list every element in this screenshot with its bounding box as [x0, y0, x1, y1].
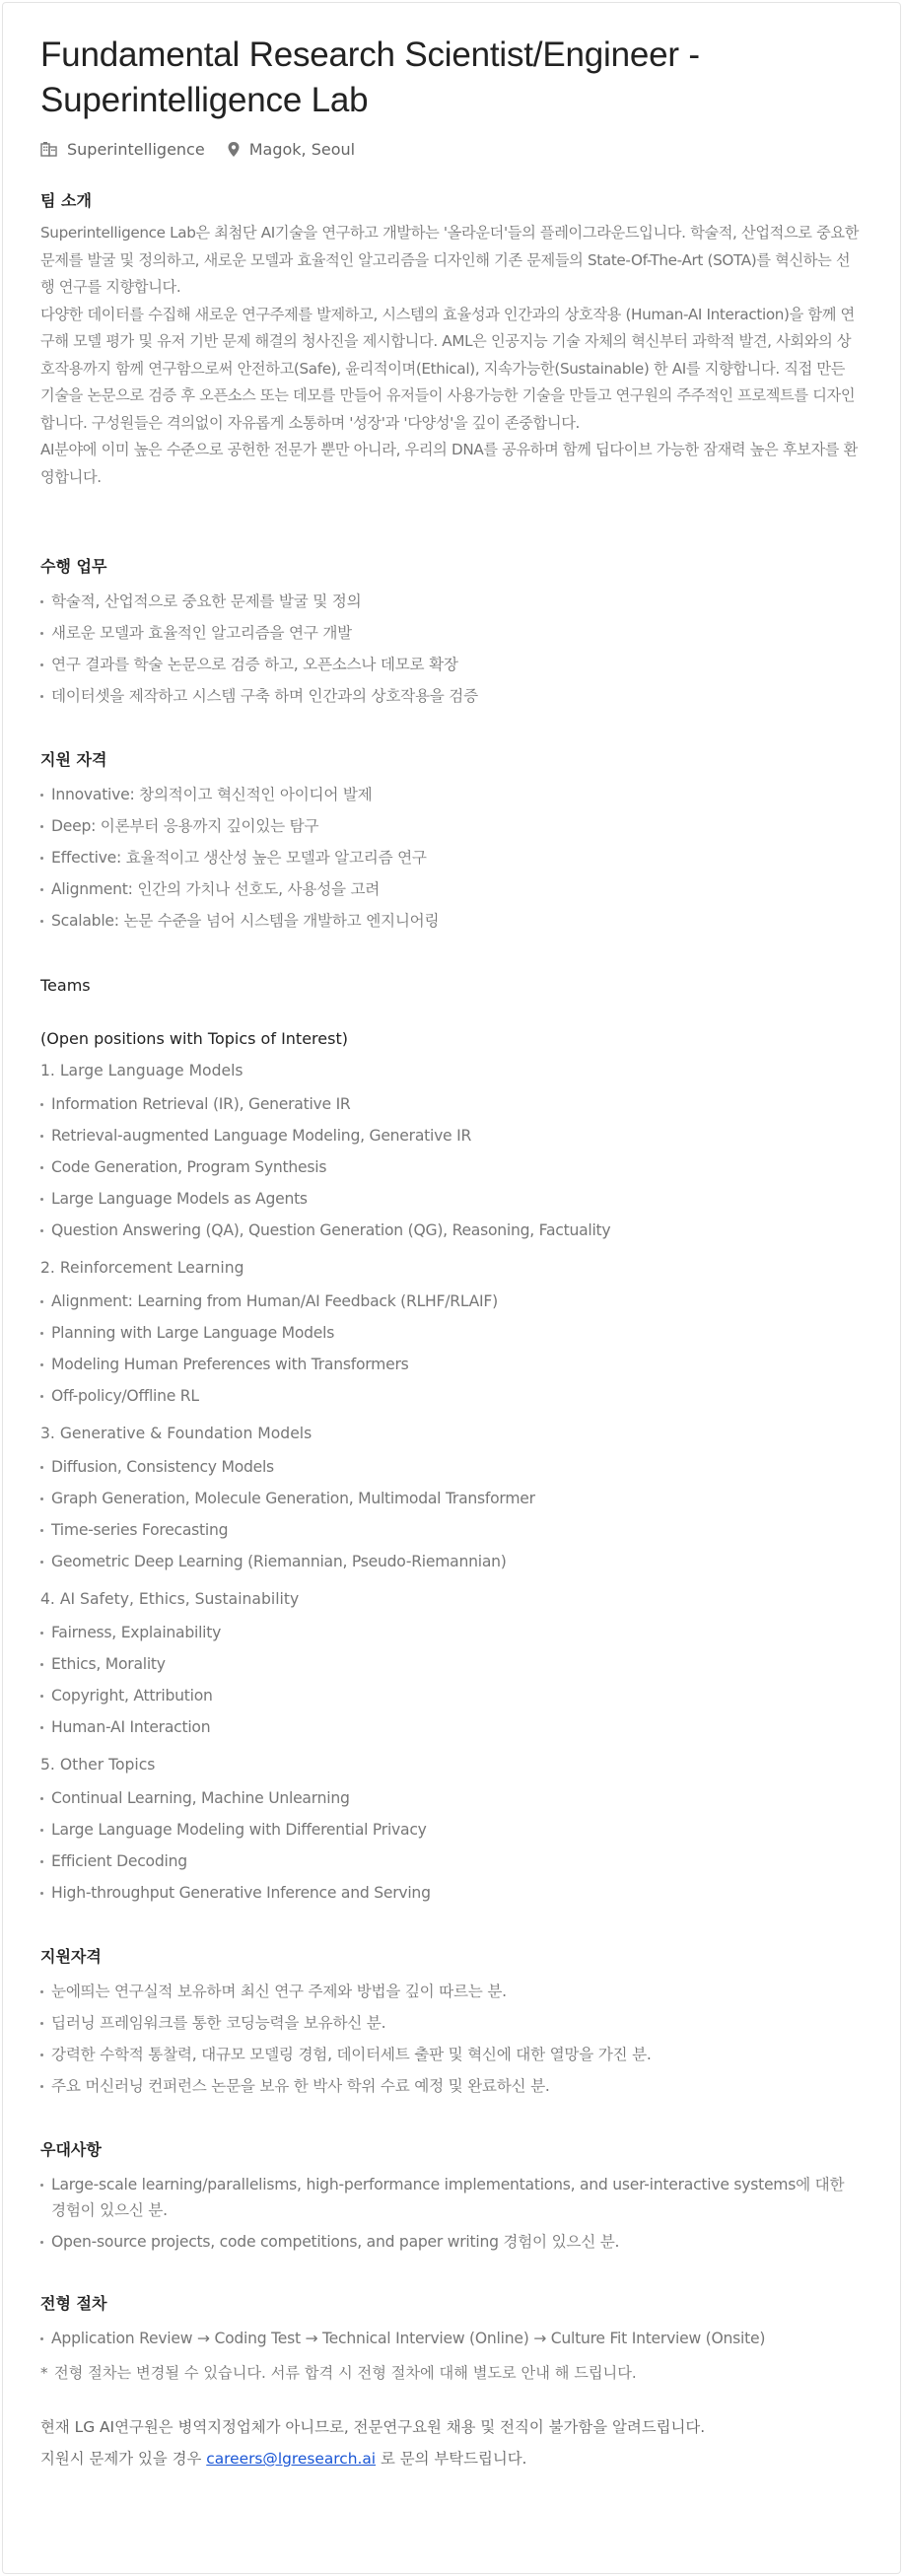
preferred-list: [40, 2169, 863, 2258]
list-item: Efficient Decoding: [40, 1845, 863, 1877]
team-topic-list: [40, 1286, 863, 1412]
intro-section: [40, 188, 863, 491]
team-topic-list: [40, 1451, 863, 1577]
job-meta: [40, 134, 863, 164]
process-title: 전형 절차: [40, 2294, 107, 2313]
duties-title: 수행 업무: [40, 557, 107, 576]
team-topic-list: [40, 1782, 863, 1909]
list-item: High-throughput Generative Inference and Serving: [40, 1877, 863, 1909]
team-group-name: 5. Other Topics: [40, 1756, 156, 1774]
team-group-name: 2. Reinforcement Learning: [40, 1259, 244, 1277]
list-item: Modeling Human Preferences with Transformers: [40, 1349, 863, 1380]
list-item: Large-scale learning/parallelisms, high-performance implementations, and user-interactive systems에 대한 경험이 있으신 분.: [40, 2169, 863, 2226]
contact-prefix: 지원시 문제가 있을 경우: [40, 2450, 202, 2468]
qualities-title: 지원 자격: [40, 750, 107, 769]
list-item: 데이터셋을 제작하고 시스템 구축 하며 인간과의 상호작용을 검증: [40, 680, 863, 712]
military-notice: 현재 LG AI연구원은 병역지정업체가 아니므로, 전문연구요원 채용 및 전직이 불가함을 알려드립니다.: [40, 2418, 706, 2436]
list-item: Question Answering (QA), Question Generation (QG), Reasoning, Factuality: [40, 1215, 863, 1246]
team-group-name: 3. Generative & Foundation Models: [40, 1425, 313, 1442]
list-item: Large Language Modeling with Differential Privacy: [40, 1814, 863, 1845]
list-item: 강력한 수학적 통찰력, 대규모 모델링 경험, 데이터세트 출판 및 혁신에 대한 열망을 가진 분.: [40, 2039, 863, 2070]
teams-section: [40, 972, 863, 1909]
list-item: Scalable: 논문 수준을 넘어 시스템을 개발하고 엔지니어링: [40, 905, 863, 937]
process-note: [40, 2358, 863, 2388]
list-item: Alignment: 인간의 가치나 선호도, 사용성을 고려: [40, 873, 863, 905]
list-item: 주요 머신러닝 컨퍼런스 논문을 보유 한 박사 학위 수료 예정 및 완료하신 분.: [40, 2070, 863, 2102]
list-item: 학술적, 산업적으로 중요한 문제를 발굴 및 정의: [40, 586, 863, 617]
teams-title: Teams: [40, 976, 91, 995]
teams-subtitle: (Open positions with Topics of Interest): [40, 1029, 348, 1048]
intro-title: 팀 소개: [40, 191, 92, 210]
requirements-section: [40, 1944, 863, 2102]
company-meta: [40, 140, 205, 159]
process-note-text: 전형 절차는 변경될 수 있습니다. 서류 합격 시 전형 절차에 대해 별도로 안내 해 드립니다.: [54, 2364, 637, 2382]
process-list: [40, 2323, 863, 2354]
process-section: [40, 2291, 863, 2388]
list-item: Graph Generation, Molecule Generation, Multimodal Transformer: [40, 1483, 863, 1514]
list-item: Code Generation, Program Synthesis: [40, 1151, 863, 1183]
list-item: 눈에띄는 연구실적 보유하며 최신 연구 주제와 방법을 깊이 따르는 분.: [40, 1976, 863, 2007]
team-group-name: 4. AI Safety, Ethics, Sustainability: [40, 1590, 300, 1608]
qualities-section: [40, 747, 863, 937]
list-item: Large Language Models as Agents: [40, 1183, 863, 1215]
duties-list: [40, 586, 863, 712]
list-item: Continual Learning, Machine Unlearning: [40, 1782, 863, 1814]
contact-email-link[interactable]: careers@lgresearch.ai: [206, 2450, 377, 2468]
footer-section: [40, 2411, 863, 2474]
list-item: Deep: 이론부터 응용까지 깊이있는 탐구: [40, 810, 863, 842]
process-steps: Application Review → Coding Test → Technical Interview (Online) → Culture Fit Interview (Onsite): [40, 2323, 863, 2354]
requirements-title: 지원자격: [40, 1947, 102, 1966]
intro-paragraph: AI분야에 이미 높은 수준으로 공헌한 전문가 뿐만 아니라, 우리의 DNA를 공유하며 함께 딥다이브 가능한 잠재력 높은 후보자를 환영합니다.: [40, 441, 858, 486]
list-item: Human-AI Interaction: [40, 1711, 863, 1743]
note-mark: *: [40, 2364, 48, 2382]
list-item: Diffusion, Consistency Models: [40, 1451, 863, 1483]
requirements-list: [40, 1976, 863, 2102]
list-item: Copyright, Attribution: [40, 1680, 863, 1711]
list-item: Innovative: 창의적이고 혁신적인 아이디어 발제: [40, 779, 863, 810]
preferred-title: 우대사항: [40, 2140, 102, 2159]
team-topic-list: [40, 1088, 863, 1246]
intro-paragraph: Superintelligence Lab은 최첨단 AI기술을 연구하고 개발하는 '올라운더'들의 플레이그라운드입니다. 학술적, 산업적으로 중요한 문제를 발굴 및 정의하고, 새로운 모델과 효율적인 알고리즘을 디자인해 기존 문제들의 State-Of-The-Art (SOTA)를 혁신하는 선행 연구를 지향합니다.: [40, 224, 860, 296]
intro-paragraph: 다양한 데이터를 수집해 새로운 연구주제를 발제하고, 시스템의 효율성과 인간과의 상호작용 (Human-AI Interaction)을 함께 연구해 모델 평가 및 유저 기반 문제 해결의 청사진을 제시합니다. AML은 인공지능 기술 자체의 혁신부터 과학적 발견, 사회와의 상호작용까지 함께 연구함으로써 안전하고(Safe), 윤리적이며(Ethical), 지속가능한(Sustainable) 한 AI를 지향합니다. 직접 만든 기술을 논문으로 검증 후 오픈소스 또는 데모를 만들어 유저들이 사용가능한 기술을 만들고 연구원의 주주적인 프로젝트를 디자인합니다. 구성원들은 격의없이 자유롭게 소통하며 '성장'과 '다양성'을 깊이 존중합니다.: [40, 305, 856, 432]
list-item: 딥러닝 프레임워크를 통한 코딩능력을 보유하신 분.: [40, 2007, 863, 2039]
job-title: Fundamental Research Scientist/Engineer - Superintelligence Lab: [40, 35, 700, 119]
list-item: Effective: 효율적이고 생산성 높은 모델과 알고리즘 연구: [40, 842, 863, 873]
preferred-section: [40, 2137, 863, 2258]
list-item: Time-series Forecasting: [40, 1514, 863, 1546]
list-item: Planning with Large Language Models: [40, 1317, 863, 1349]
qualities-list: [40, 779, 863, 937]
team-topic-list: [40, 1617, 863, 1743]
location-name: Magok, Seoul: [248, 139, 356, 159]
list-item: Retrieval-augmented Language Modeling, Generative IR: [40, 1120, 863, 1151]
contact-line: [40, 2443, 863, 2474]
duties-section: [40, 554, 863, 712]
list-item: Alignment: Learning from Human/AI Feedback (RLHF/RLAIF): [40, 1286, 863, 1317]
list-item: 새로운 모델과 효율적인 알고리즘을 연구 개발: [40, 617, 863, 649]
team-group-name: 1. Large Language Models: [40, 1062, 243, 1079]
list-item: Off-policy/Offline RL: [40, 1380, 863, 1412]
list-item: Information Retrieval (IR), Generative IR: [40, 1088, 863, 1120]
list-item: Ethics, Morality: [40, 1648, 863, 1680]
company-name: Superintelligence: [67, 139, 205, 159]
list-item: Geometric Deep Learning (Riemannian, Pseudo-Riemannian): [40, 1546, 863, 1577]
building-icon: [40, 141, 58, 157]
contact-suffix: 로 문의 부탁드립니다.: [380, 2450, 527, 2468]
job-posting-card: [2, 2, 901, 2574]
list-item: Fairness, Explainability: [40, 1617, 863, 1648]
map-pin-icon: [227, 141, 241, 158]
location-meta: [227, 140, 355, 159]
list-item: 연구 결과를 학술 논문으로 검증 하고, 오픈소스나 데모로 확장: [40, 649, 863, 680]
list-item: Open-source projects, code competitions, and paper writing 경험이 있으신 분.: [40, 2226, 863, 2258]
